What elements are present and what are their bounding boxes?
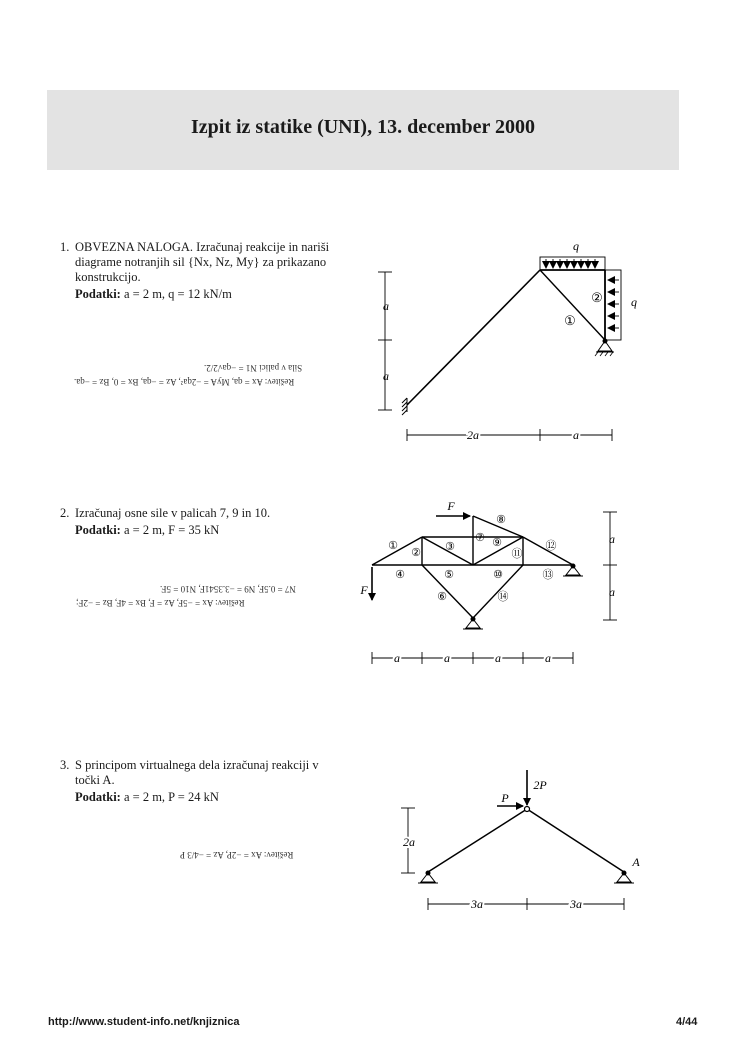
force-label-vertical: 2P: [533, 778, 547, 792]
bar-number: ⑫: [545, 540, 557, 552]
bar-number: ⑦: [475, 532, 485, 544]
bar-number: ⑧: [496, 514, 506, 526]
problem-number: 2.: [60, 506, 70, 520]
dim-label: a: [609, 585, 615, 599]
load-label-top: q: [573, 239, 579, 253]
support-label-A: A: [632, 855, 640, 869]
pin-support-right: [563, 564, 583, 576]
frame-member: [407, 270, 540, 405]
bar-1: [540, 270, 605, 340]
dim-label: 3a: [570, 897, 582, 911]
solution-line: Rešitev: Ax = −5F, Az = F, Bx = 4F, Bz = −2F;: [76, 598, 245, 608]
page-title: Izpit iz statike (UNI), 13. december 2000: [190, 116, 535, 138]
bar-number: ⑨: [492, 537, 502, 549]
problem-text: S principom virtualnega dela izračunaj reakciji v točki A.: [75, 758, 319, 787]
bar-number: ⑭: [497, 591, 509, 603]
force-label-top: F: [447, 499, 455, 513]
bar-number: ①: [388, 540, 398, 552]
frame-member-right: [527, 809, 624, 872]
dim-label: 3a: [471, 897, 483, 911]
pin-support-left: [418, 871, 438, 883]
dim-label: a: [444, 651, 450, 665]
load-label-side: q: [631, 295, 637, 309]
dim-label: a: [394, 651, 400, 665]
bar-number: ③: [445, 541, 455, 553]
dimension-horizontal: [372, 652, 573, 664]
frame-member-left: [428, 809, 527, 872]
solution-line: Rešitev: Ax = −2P, Az = −4/3 P: [180, 850, 294, 860]
bar-number: ②: [411, 547, 421, 559]
bar-number: ⑩: [493, 569, 503, 581]
problem-data: Podatki: a = 2 m, q = 12 kN/m: [75, 287, 232, 301]
dim-label: a: [545, 651, 551, 665]
problem-text: Izračunaj osne sile v palicah 7, 9 in 10.: [75, 506, 271, 520]
problem-data: Podatki: a = 2 m, F = 35 kN: [75, 523, 220, 537]
dim-label: a: [383, 299, 389, 313]
dimension-horizontal: [407, 429, 612, 441]
bar-number: ⑪: [511, 548, 523, 560]
solution-line: N7 = 0.5F, N9 = −3.3541F, N10 = 5F.: [160, 584, 296, 594]
bar-number: ⑥: [437, 591, 447, 603]
figure-1: [378, 257, 621, 441]
dim-label: 2a: [467, 428, 479, 442]
force-label-horizontal: P: [501, 791, 509, 805]
problem-data: Podatki: a = 2 m, P = 24 kN: [75, 790, 219, 804]
solution-line: Sila v palici N1 = −qa√2/2.: [204, 363, 303, 373]
bar-label-1: ①: [564, 313, 576, 328]
bar-number: ④: [395, 569, 405, 581]
problem-text: OBVEZNA NALOGA. Izračunaj reakcije in nariši diagrame notranjih sil {Nx, Nz, My} za prikazano konstrukcijo.: [75, 240, 330, 284]
dimension-horizontal: [428, 898, 624, 910]
solution-line: Rešitev: Ax = qa, MyA = −2qa², Az = −qa, Bx = 0, Bz = −qa.: [74, 377, 295, 387]
dim-label: a: [609, 532, 615, 546]
figure-3: [401, 770, 634, 910]
dim-label: a: [573, 428, 579, 442]
fixed-support: [402, 398, 407, 415]
bar-number: ⑤: [444, 569, 454, 581]
footer-url: http://www.student-info.net/knjiznica: [48, 1016, 240, 1028]
force-label-left: F: [360, 583, 368, 597]
dim-label: 2a: [403, 835, 415, 849]
side-distributed-load: [605, 270, 621, 340]
pin-support-bottom: [463, 617, 483, 629]
top-distributed-load: [540, 257, 605, 270]
problem-number: 3.: [60, 758, 70, 772]
problem-number: 1.: [60, 240, 70, 254]
dim-label: a: [495, 651, 501, 665]
pin-support: [595, 339, 614, 356]
dim-label: a: [383, 369, 389, 383]
dimension-vertical: [603, 512, 617, 620]
bar-label-2: ②: [591, 290, 603, 305]
pin-support-A: [614, 871, 634, 883]
hinge: [525, 807, 530, 812]
footer-page-number: 4/44: [676, 1016, 698, 1028]
dimension-vertical: [378, 272, 392, 410]
figure-2: [372, 512, 617, 664]
bar-number: ⑬: [542, 569, 554, 581]
